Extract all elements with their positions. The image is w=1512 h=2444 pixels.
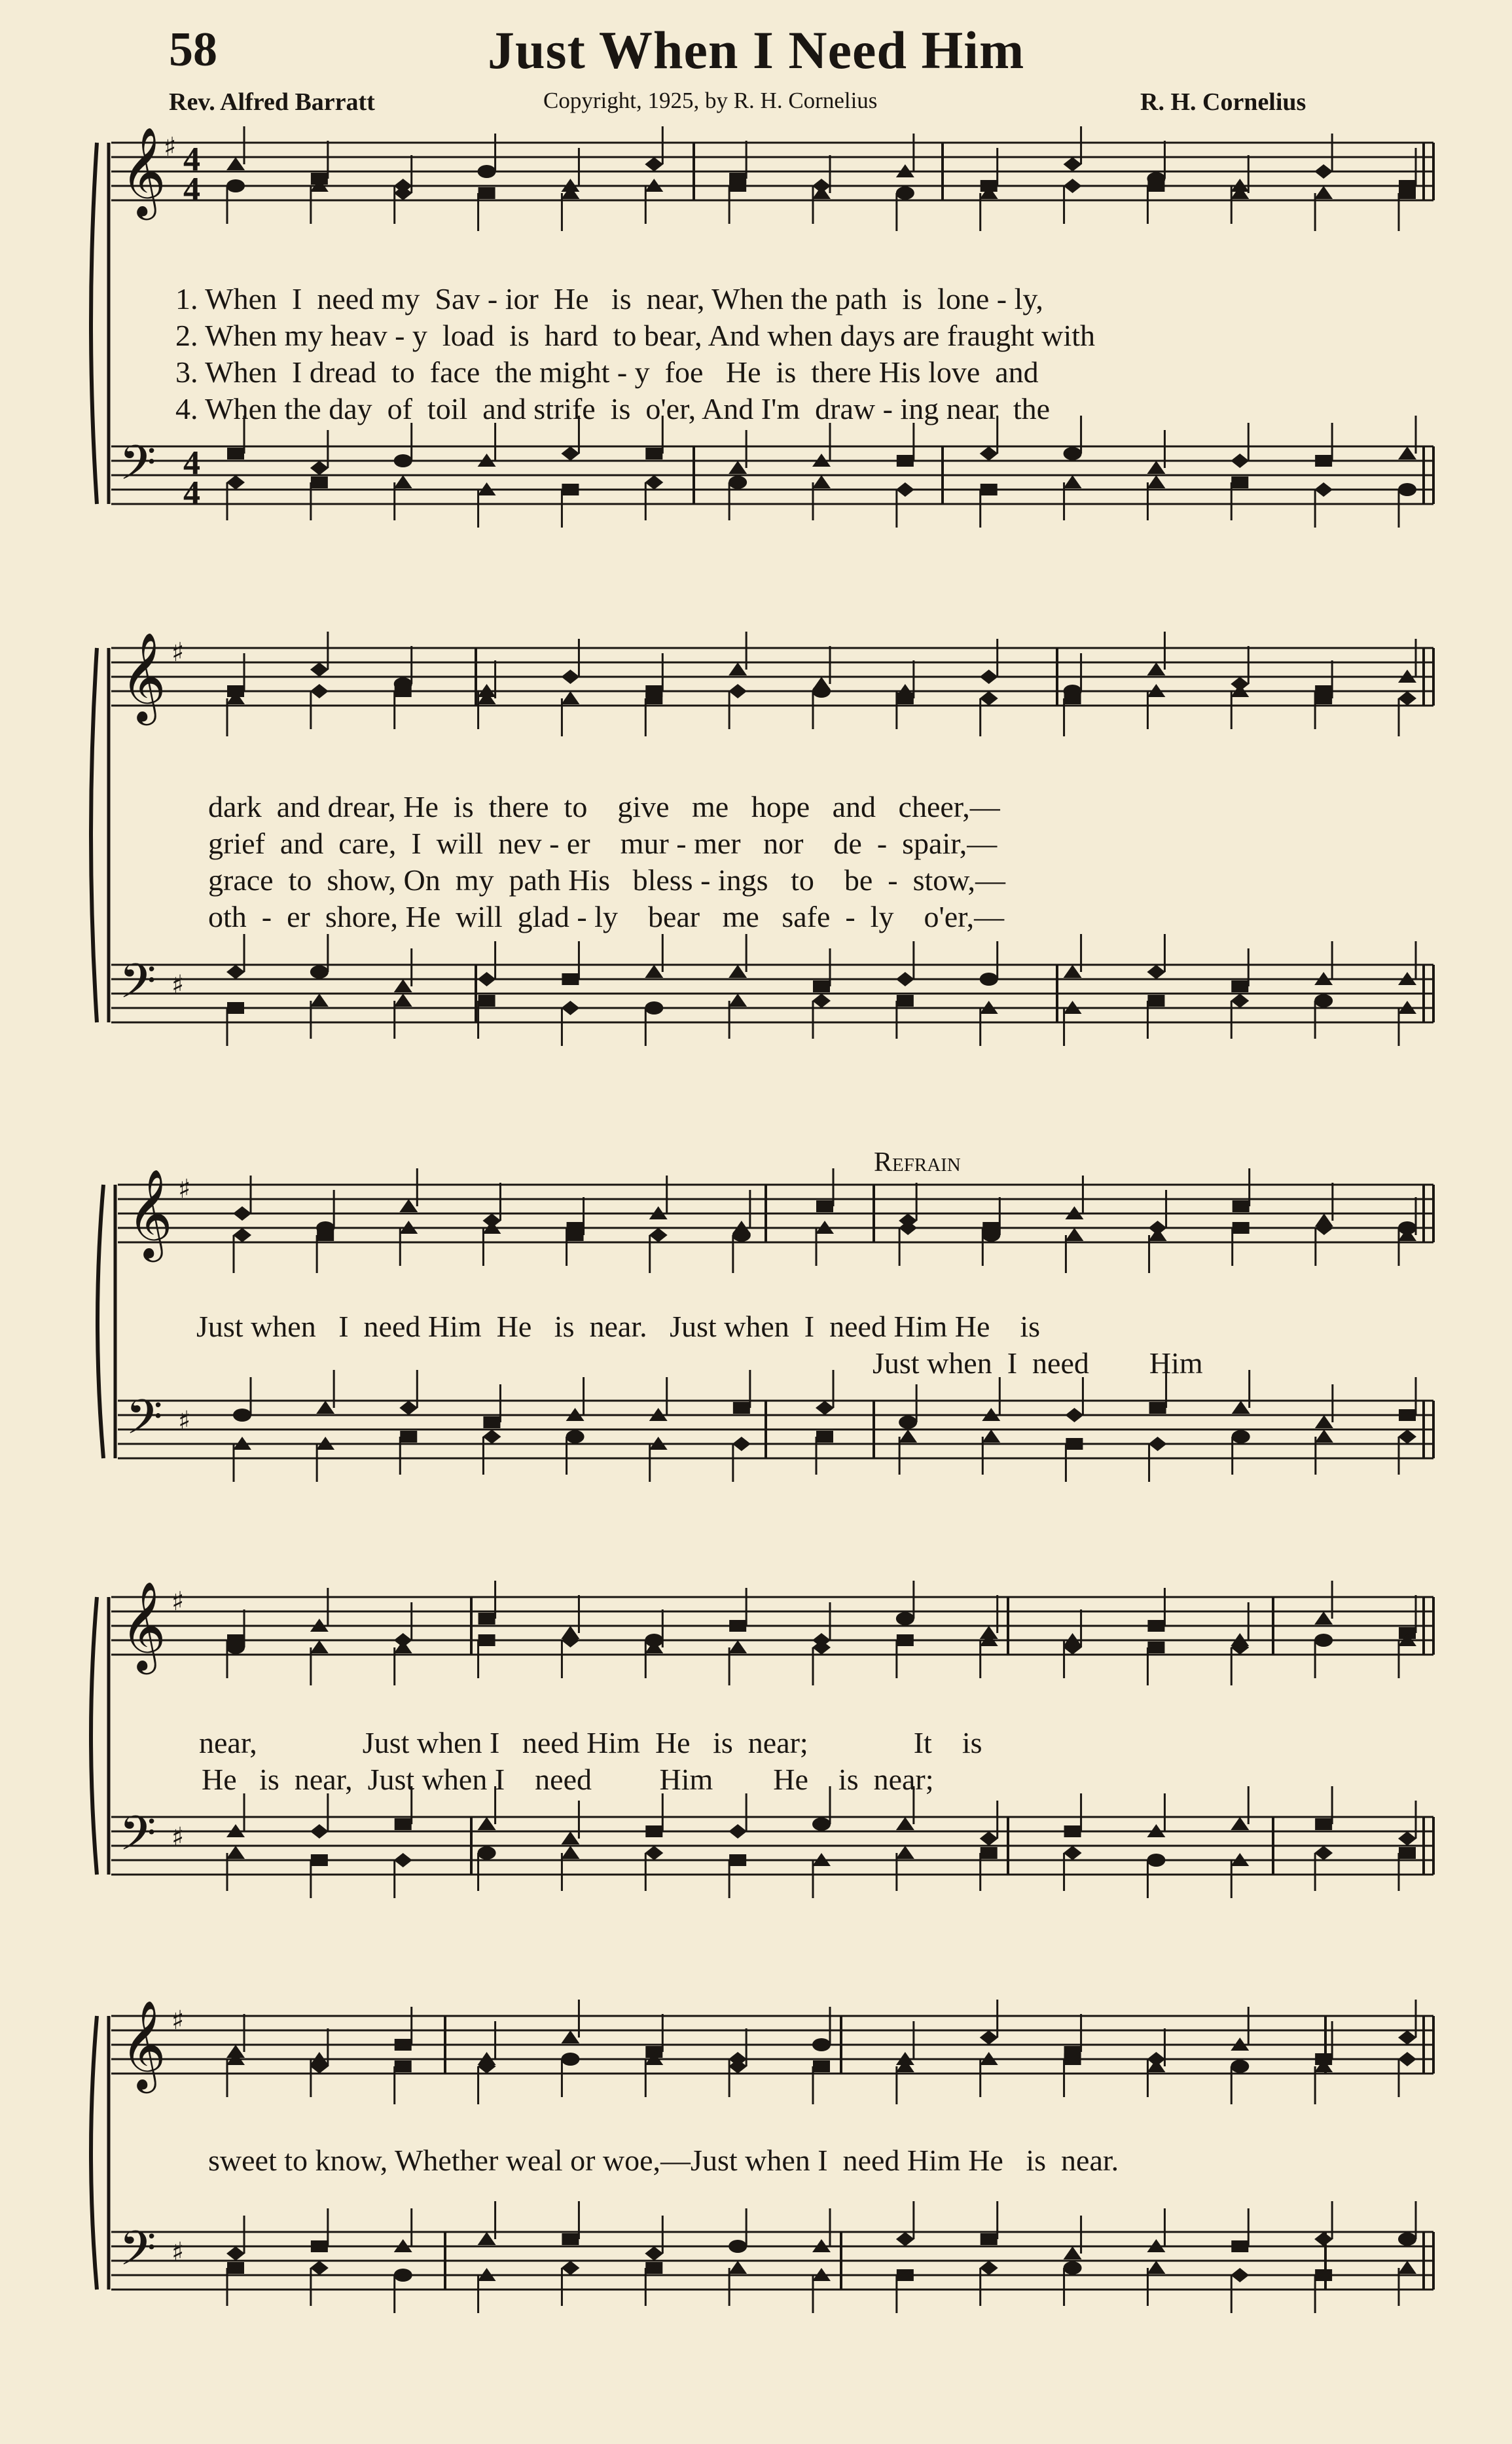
note-head [566, 1430, 585, 1443]
note-head [729, 1854, 746, 1866]
verse-3-line-2: grace to show, On my path His bless - ings to be - stow,— [208, 863, 1006, 897]
verse-3-line-1: 3. When I dread to face the might - y foe He is there His love and [175, 355, 1039, 389]
note-head [395, 1818, 412, 1830]
sharp-sign: ♯ [171, 638, 185, 668]
note-head [395, 2039, 412, 2051]
verse-4-line-1: 4. When the day of toil and strife is o'er, And I'm draw - ing near the [175, 392, 1051, 425]
note-head [899, 1221, 917, 1235]
note-head [812, 1818, 831, 1831]
note-head [645, 692, 662, 704]
note-head [1231, 476, 1248, 488]
note-head [812, 179, 831, 193]
refrain-melody-line-1: Just when I need Him He is near. Just when I need Him He is [196, 1310, 1041, 1343]
note-head [310, 1640, 329, 1653]
note-head [896, 2232, 914, 2246]
note-head [1315, 2269, 1332, 2281]
note-head [1231, 2060, 1249, 2073]
note-head [645, 2262, 662, 2274]
note-head [1147, 2052, 1165, 2066]
note-head [1064, 2053, 1081, 2065]
note-head [1398, 2261, 1416, 2274]
note-head [399, 1199, 418, 1212]
note-head [1064, 2261, 1082, 2274]
note-head [1314, 994, 1333, 1007]
note-head [982, 1222, 999, 1234]
note-head [233, 1228, 251, 1242]
note-head [394, 454, 412, 467]
note-head [226, 1846, 245, 1859]
note-head [562, 2233, 579, 2245]
note-head [980, 2261, 998, 2275]
note-head [562, 484, 579, 495]
note-head [400, 1431, 417, 1443]
note-head [1147, 2261, 1165, 2274]
time-sig-bottom: 4 [183, 475, 200, 512]
note-head [478, 2232, 496, 2245]
sharp-sign: ♯ [171, 1587, 185, 1617]
note-head [729, 965, 747, 978]
note-head [813, 2060, 830, 2072]
note-head [645, 1001, 663, 1015]
bass-clef: 𝄢 [119, 1805, 156, 1873]
system-brace [91, 143, 97, 504]
note-head [310, 2261, 329, 2275]
note-head [1314, 186, 1333, 199]
treble-clef: 𝄞 [127, 1168, 173, 1258]
sharp-sign: ♯ [171, 970, 185, 1000]
note-head [561, 2261, 579, 2275]
note-head [649, 1228, 668, 1242]
note-head [981, 1847, 998, 1859]
note-head [729, 461, 747, 474]
note-head [227, 1634, 244, 1646]
bass-clef: 𝄢 [119, 953, 156, 1020]
note-head [899, 1416, 917, 1429]
note-head [729, 662, 747, 675]
note-head [311, 476, 328, 488]
note-head [316, 1401, 334, 1414]
system-brace [91, 1597, 97, 1875]
note-head [1147, 475, 1165, 488]
note-head [1064, 1825, 1081, 1837]
copyright-notice: Copyright, 1925, by R. H. Cornelius [543, 88, 878, 113]
note-head [812, 685, 831, 698]
note-head [1231, 454, 1249, 468]
verse-1-line-1: 1. When I need my Sav - ior He is near, When the path is lone - ly, [175, 282, 1043, 315]
verse-2-line-2: grief and care, I will nev - er mur - mer nor de - spair,— [208, 827, 998, 860]
note-head [1064, 157, 1082, 171]
note-head [1147, 1854, 1165, 1867]
note-head [1315, 455, 1332, 467]
note-head [478, 995, 495, 1007]
hymn-number: 58 [169, 23, 217, 77]
note-head [478, 1634, 495, 1646]
time-sig-bottom: 4 [183, 171, 200, 208]
note-head [645, 2246, 663, 2261]
note-head [812, 475, 831, 488]
note-head [478, 165, 496, 178]
note-head [729, 2052, 747, 2066]
note-head [1147, 1642, 1164, 1653]
sharp-sign: ♯ [171, 2237, 185, 2267]
note-head [816, 1200, 833, 1212]
note-head [226, 965, 245, 979]
note-head [980, 2030, 998, 2045]
note-head [561, 2053, 579, 2066]
note-head [896, 972, 914, 986]
sharp-sign: ♯ [178, 1174, 191, 1204]
note-head [729, 1640, 747, 1653]
note-head [980, 670, 998, 684]
verse-1-line-2: dark and drear, He is there to give me hope and cheer,— [208, 790, 1000, 823]
note-head [394, 994, 412, 1007]
note-head [394, 2269, 412, 2282]
note-head [1399, 1847, 1416, 1859]
note-head [1398, 691, 1416, 706]
note-head [1066, 1438, 1083, 1450]
note-head [1314, 1611, 1333, 1625]
note-head [1231, 994, 1249, 1008]
note-head [395, 2060, 412, 2072]
note-head [227, 448, 244, 459]
note-head [896, 1817, 914, 1830]
note-head [562, 973, 579, 985]
note-head [226, 179, 245, 192]
note-head [1232, 1430, 1250, 1443]
note-head [896, 1612, 914, 1625]
note-head [395, 685, 412, 697]
note-head [645, 1634, 663, 1647]
note-head [897, 455, 914, 467]
bass-clef: 𝄢 [119, 2220, 156, 2288]
lyricist-credit: Rev. Alfred Barratt [169, 88, 375, 116]
note-head [1149, 1437, 1167, 1451]
note-head [1231, 2268, 1249, 2282]
note-head [645, 1846, 663, 1860]
note-head [310, 461, 329, 475]
note-head [980, 1831, 998, 1846]
refrain-final-line: sweet to know, Whether weal or woe,—Just when I need Him He is near. [208, 2144, 1119, 2177]
note-head [478, 1846, 496, 1860]
note-head [1315, 1429, 1333, 1443]
note-head [478, 972, 496, 986]
note-head [561, 670, 579, 684]
note-head [733, 1402, 750, 1414]
note-head [1147, 1620, 1164, 1632]
note-head [478, 1817, 496, 1830]
note-head [645, 965, 663, 978]
note-head [483, 1416, 500, 1428]
note-head [981, 2233, 998, 2245]
refrain-melody-line-2: near, Just when I need Him He is near; It is [199, 1726, 982, 1759]
note-head [816, 1431, 833, 1443]
treble-clef: 𝄞 [120, 1999, 166, 2089]
note-head [1314, 1846, 1333, 1860]
note-head [1233, 1222, 1250, 1234]
note-head [729, 994, 747, 1007]
note-head [1398, 2052, 1416, 2066]
note-head [1398, 1429, 1416, 1444]
note-head [1398, 2030, 1416, 2045]
note-head [645, 448, 662, 459]
time-sig-top: 4 [183, 444, 200, 482]
note-head [1398, 1831, 1416, 1846]
refrain-echo-line-2: He is near, Just when I need Him He is near; [202, 1763, 934, 1796]
note-head [561, 1001, 579, 1015]
note-head [1398, 446, 1416, 459]
note-head [567, 1222, 584, 1234]
note-head [812, 2038, 831, 2051]
system-brace [98, 1185, 103, 1458]
note-head [1231, 1817, 1249, 1830]
sharp-sign: ♯ [164, 132, 177, 162]
note-head [1232, 1401, 1250, 1414]
note-head [478, 1613, 495, 1625]
note-head [645, 475, 663, 490]
composer-credit: R. H. Cornelius [1140, 88, 1306, 116]
hymn-title: Just When I Need Him [488, 20, 1025, 80]
note-head [1065, 1408, 1083, 1422]
note-head [1399, 1409, 1416, 1421]
note-head [561, 2030, 579, 2043]
verse-4-line-2: oth - er shore, He will glad - ly bear me safe - ly o'er,— [208, 900, 1005, 933]
sharp-sign: ♯ [171, 2005, 185, 2036]
note-head [311, 1854, 328, 1866]
note-head [813, 980, 830, 992]
note-head [561, 691, 579, 704]
note-head [227, 2262, 244, 2274]
note-head [394, 475, 412, 488]
note-head [896, 187, 914, 200]
bass-clef: 𝄢 [126, 1389, 163, 1456]
verse-2-line-1: 2. When my heav - y load is hard to bear, And when days are fraught with [175, 319, 1096, 352]
note-head [1147, 180, 1164, 192]
note-head [310, 1824, 329, 1839]
note-head [645, 157, 663, 171]
note-head [310, 662, 329, 677]
note-head [645, 1825, 662, 1837]
system-brace [91, 2016, 97, 2290]
note-head [729, 684, 747, 698]
note-head [1398, 1221, 1416, 1234]
note-head [812, 1640, 831, 1655]
note-head [1314, 1634, 1333, 1647]
note-head [1231, 980, 1248, 992]
note-head [729, 2240, 747, 2253]
note-head [816, 1401, 834, 1415]
note-head [1064, 475, 1082, 488]
note-head [227, 1002, 244, 1014]
note-head [399, 1401, 418, 1415]
note-head [980, 973, 998, 986]
note-head [233, 1206, 251, 1221]
note-head [980, 446, 998, 461]
note-head [1149, 1402, 1166, 1414]
note-head [897, 1634, 914, 1646]
note-head [729, 1824, 747, 1839]
note-head [482, 1429, 501, 1444]
note-head [980, 691, 998, 706]
note-head [561, 1831, 579, 1844]
note-head [1147, 965, 1165, 979]
time-sig-top: 4 [183, 141, 200, 178]
note-head [1315, 685, 1332, 697]
note-head [561, 446, 579, 461]
note-head [310, 965, 329, 979]
note-head [1147, 461, 1165, 474]
note-head [897, 2269, 914, 2281]
note-head [1064, 179, 1082, 193]
note-head [896, 482, 914, 497]
system-brace [91, 648, 97, 1022]
note-head [1314, 164, 1333, 179]
note-head [1314, 482, 1333, 497]
note-head [896, 2059, 914, 2072]
note-head [729, 2261, 747, 2274]
note-head [311, 2240, 328, 2252]
note-head [394, 1853, 412, 1867]
note-head [394, 979, 412, 992]
note-head [981, 484, 998, 495]
note-head [732, 1437, 751, 1451]
sharp-sign: ♯ [178, 1406, 191, 1436]
treble-clef: 𝄞 [120, 631, 166, 721]
bass-clef: 𝄢 [119, 435, 156, 502]
note-head [226, 2246, 245, 2261]
note-head [812, 994, 831, 1008]
note-head [732, 1229, 751, 1242]
note-head [1398, 2233, 1416, 2246]
note-head [310, 684, 329, 698]
note-head [1398, 483, 1416, 496]
treble-clef: 𝄞 [120, 1580, 166, 1670]
note-head [478, 187, 495, 199]
note-head [1231, 2240, 1248, 2252]
note-head [1147, 662, 1165, 675]
note-head [1064, 2246, 1082, 2259]
treble-clef: 𝄞 [120, 126, 166, 216]
note-head [897, 995, 914, 1007]
note-head [226, 475, 245, 490]
note-head [1064, 447, 1082, 460]
sharp-sign: ♯ [171, 1822, 185, 1852]
refrain-label: Refrain [874, 1147, 961, 1177]
note-head [1315, 1818, 1332, 1830]
refrain-echo-line-1: Just when I need Him [873, 1346, 1203, 1380]
note-head [729, 180, 746, 192]
note-head [233, 1409, 251, 1422]
note-head [899, 1429, 917, 1443]
note-head [1064, 1846, 1082, 1860]
note-head [1315, 1415, 1333, 1428]
note-head [226, 157, 245, 170]
note-head [896, 1846, 914, 1859]
note-head [1147, 995, 1164, 1007]
note-head [729, 1620, 746, 1632]
note-head [1233, 1200, 1250, 1212]
note-head [1065, 1228, 1083, 1241]
note-head [310, 994, 329, 1007]
note-head [561, 1846, 579, 1859]
note-head [1399, 187, 1416, 199]
note-head [729, 476, 747, 489]
note-head [982, 1429, 1000, 1443]
note-head [317, 1229, 334, 1241]
note-head [1314, 2232, 1333, 2246]
note-head [1064, 965, 1082, 978]
note-head [1064, 692, 1081, 704]
